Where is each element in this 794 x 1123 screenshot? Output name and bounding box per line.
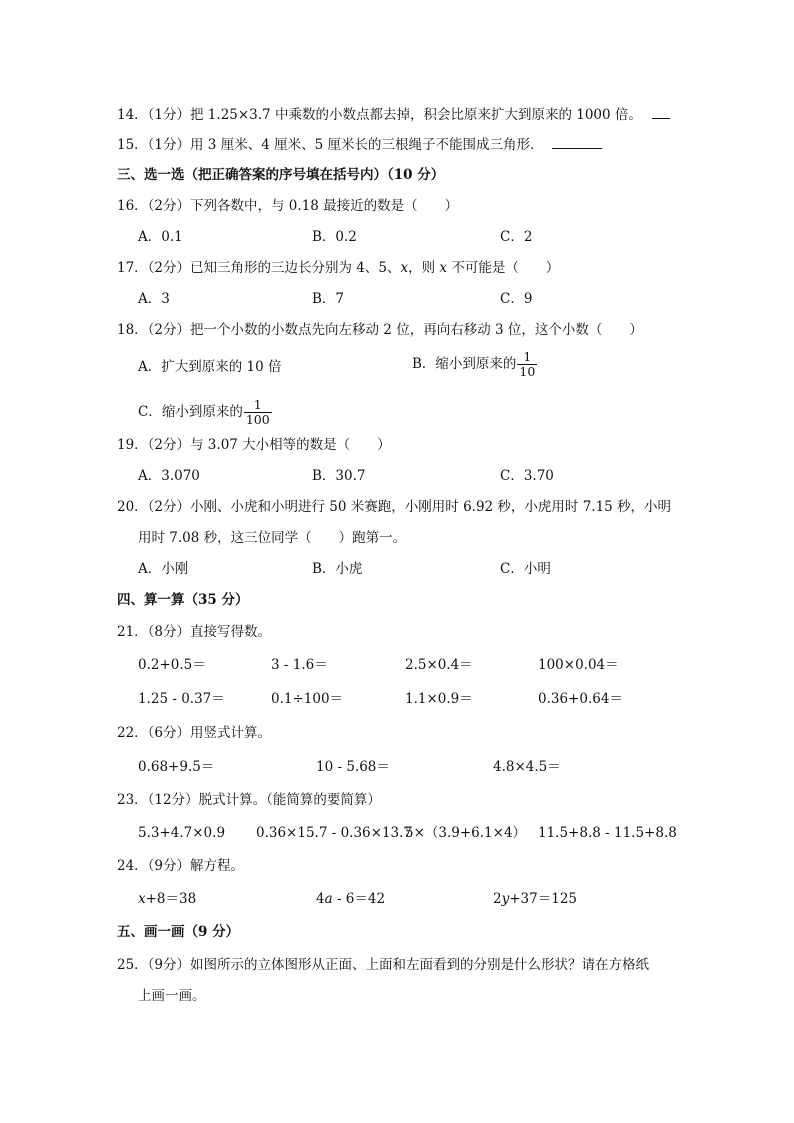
calc-item: 0.68+9.5＝ <box>138 759 215 775</box>
stem-text: ，则 <box>408 260 440 276</box>
option-b: B．小虎 <box>312 561 363 577</box>
question-14-text: 14．（1分）把 1.25×3.7 中乘数的小数点都去掉，积会比原来扩大到原来的 1000 倍。 <box>117 107 642 123</box>
answer-blank <box>652 104 670 119</box>
option-c <box>138 398 272 427</box>
option-c: C．3.70 <box>500 468 554 484</box>
variable: x <box>400 260 409 276</box>
option-a: A．扩大到原来的 10 倍 <box>138 359 282 375</box>
answer-blank <box>552 134 602 149</box>
equation-text: 2 <box>493 891 502 907</box>
option-b <box>412 350 537 379</box>
question-16-stem: 16．（2分）下列各数中，与 0.18 最接近的数是（ ） <box>117 198 459 214</box>
question-17-stem <box>117 258 559 278</box>
fraction-denominator: 10 <box>519 364 536 379</box>
equation-1 <box>138 889 196 909</box>
option-b: B．7 <box>312 291 345 307</box>
section-5-title: 五、画一画（9 分） <box>117 924 240 940</box>
section-3-title: 三、选一选（把正确答案的序号填在括号内）（10 分） <box>117 167 445 183</box>
calc-item: 1.25 - 0.37＝ <box>138 691 225 707</box>
equation-2 <box>316 889 385 909</box>
question-20-line-1: 20．（2分）小刚、小虎和小明进行 50 米赛跑，小刚用时 6.92 秒，小虎用时 7.15 秒，小明 <box>117 499 672 515</box>
option-a: A．0.1 <box>138 229 183 245</box>
calc-item: 0.1÷100＝ <box>271 691 344 707</box>
option-b-text: B．缩小到原来的 <box>412 356 517 372</box>
equation-3 <box>493 889 577 909</box>
calc-item: 3 - 1.6＝ <box>271 657 328 673</box>
question-14 <box>117 104 670 125</box>
equation-text: +37＝125 <box>509 891 577 907</box>
question-23-stem: 23．（12分）脱式计算。（能简算的要简算） <box>117 792 381 808</box>
fraction-denominator: 100 <box>245 412 270 427</box>
fraction-numerator: 1 <box>523 349 532 364</box>
stem-text: 不可能是（ ） <box>447 260 560 276</box>
option-a: A．3.070 <box>138 468 200 484</box>
variable: a <box>324 891 333 907</box>
question-19-stem: 19．（2分）与 3.07 大小相等的数是（ ） <box>117 437 391 453</box>
question-20-line-2: 用时 7.08 秒，这三位同学（ ）跑第一。 <box>138 530 407 546</box>
calc-item: 1.1×0.9＝ <box>405 691 473 707</box>
option-c: C．9 <box>500 291 533 307</box>
question-25-line-1: 25．（9分）如图所示的立体图形从正面、上面和左面看到的分别是什么形状？请在方格纸 <box>117 957 650 973</box>
question-15 <box>117 134 602 155</box>
option-c: C．2 <box>500 229 533 245</box>
calc-item: 4.8×4.5＝ <box>493 759 561 775</box>
equation-text: 4 <box>316 891 325 907</box>
question-22-stem: 22．（6分）用竖式计算。 <box>117 725 272 741</box>
question-24-stem: 24．（9分）解方程。 <box>117 858 245 874</box>
option-a: A．3 <box>138 291 170 307</box>
option-c-text: C．缩小到原来的 <box>138 404 243 420</box>
stem-text: 17．（2分）已知三角形的三边长分别为 4、5、 <box>117 260 401 276</box>
variable: x <box>439 260 448 276</box>
calc-item: 0.36+0.64＝ <box>538 691 623 707</box>
calc-item: 10 - 5.68＝ <box>316 759 390 775</box>
option-b: B．30.7 <box>312 468 366 484</box>
question-15-text: 15．（1分）用 3 厘米、4 厘米、5 厘米长的三根绳子不能围成三角形． <box>117 137 544 153</box>
fraction <box>244 398 272 427</box>
calc-item: 100×0.04＝ <box>538 657 619 673</box>
variable: x <box>138 891 146 907</box>
fraction <box>517 350 537 379</box>
fraction-numerator: 1 <box>253 397 262 412</box>
option-a: A．小刚 <box>138 561 189 577</box>
option-c: C．小明 <box>500 561 551 577</box>
variable: y <box>501 891 510 907</box>
calc-item: 5×（3.9+6.1×4） <box>405 825 527 841</box>
equation-text: +8＝38 <box>145 891 197 907</box>
question-25-line-2: 上画一画。 <box>138 988 206 1004</box>
calc-item: 0.2+0.5＝ <box>138 657 206 673</box>
calc-item: 0.36×15.7 - 0.36×13.7 <box>256 825 413 841</box>
option-b: B．0.2 <box>312 229 357 245</box>
equation-text: - 6＝42 <box>332 891 386 907</box>
question-18-stem: 18．（2分）把一个小数的小数点先向左移动 2 位，再向右移动 3 位，这个小数（ ） <box>117 322 643 338</box>
calc-item: 5.3+4.7×0.9 <box>138 825 226 841</box>
question-21-stem: 21．（8分）直接写得数。 <box>117 624 272 640</box>
section-4-title: 四、算一算（35 分） <box>117 592 249 608</box>
calc-item: 2.5×0.4＝ <box>405 657 473 673</box>
calc-item: 11.5+8.8 - 11.5+8.8 <box>538 825 677 841</box>
